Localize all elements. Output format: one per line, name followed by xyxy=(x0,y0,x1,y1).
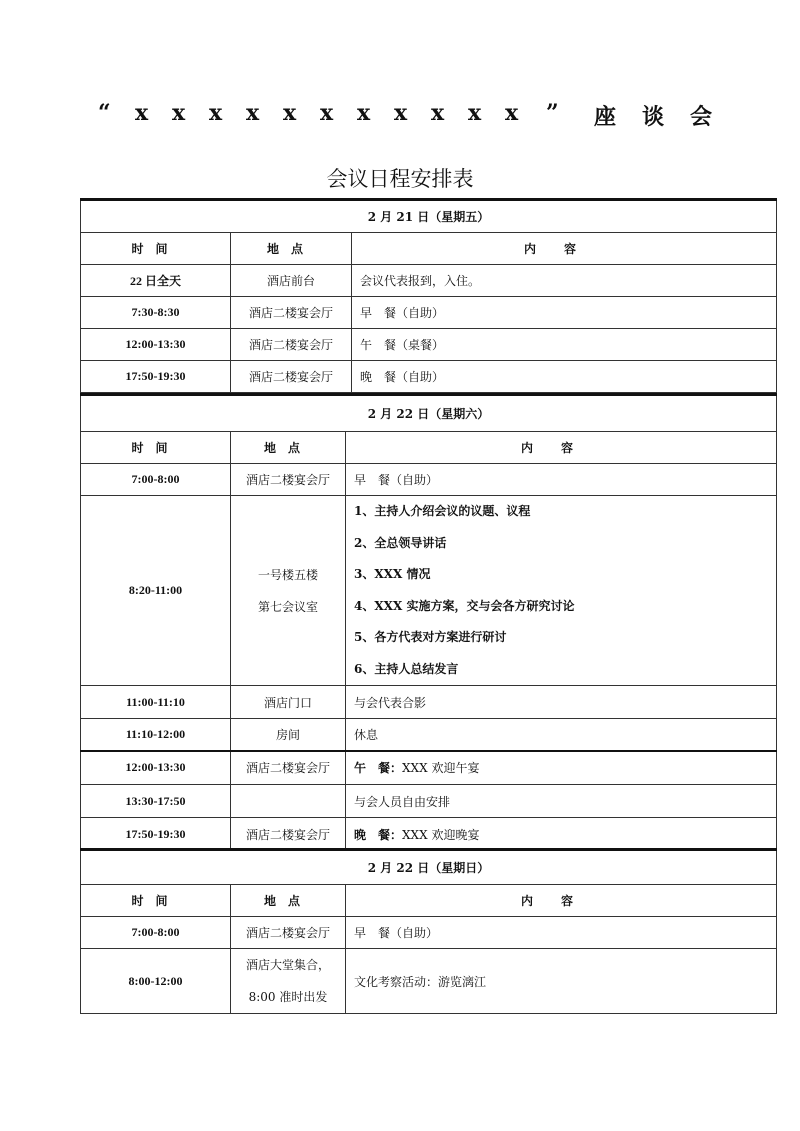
column-header-time: 时间 xyxy=(81,233,231,265)
title-x: x xyxy=(357,100,371,126)
schedule-day-2 xyxy=(80,393,777,851)
location-line: 8:00 准时出发 xyxy=(248,990,328,1004)
row-content: 午 餐（桌餐） xyxy=(352,329,777,361)
location-line: 酒店大堂集合， xyxy=(245,958,330,972)
row-content: 早 餐（自助） xyxy=(352,297,777,329)
row-content xyxy=(346,751,777,785)
row-content: 早 餐（自助） xyxy=(346,917,777,949)
title-x: x xyxy=(320,100,334,126)
table-row xyxy=(81,361,777,393)
row-time: 22 日全天 xyxy=(81,265,231,297)
row-location xyxy=(231,496,346,686)
row-time: 17:50-19:30 xyxy=(81,818,231,851)
day-date: 2 月 22 日（星期日） xyxy=(81,850,777,885)
title-x: x xyxy=(172,100,186,126)
table-row xyxy=(81,785,777,818)
meal-label: 晚 餐： xyxy=(354,827,403,842)
row-content: 与会人员自由安排 xyxy=(346,785,777,818)
table-row xyxy=(81,464,777,496)
row-content: 会议代表报到，入住。 xyxy=(352,265,777,297)
title-x: x xyxy=(431,100,445,126)
table-row xyxy=(81,686,777,719)
column-header-row xyxy=(81,432,777,464)
title-open-quote: “ xyxy=(98,100,111,126)
table-row xyxy=(81,949,777,1014)
row-location: 房间 xyxy=(231,719,346,751)
table-row xyxy=(81,297,777,329)
schedule-day-1 xyxy=(80,198,777,393)
table-row xyxy=(81,751,777,785)
table-row xyxy=(81,917,777,949)
title-x: x xyxy=(246,100,260,126)
day-date: 2 月 21 日（星期五） xyxy=(81,200,777,233)
column-header-content: 内容 xyxy=(346,432,777,464)
agenda-item: 4、XXX 实施方案，交与会各方研究讨论 xyxy=(354,598,575,613)
row-content: 文化考察活动：游览漓江 xyxy=(346,949,777,1014)
table-row xyxy=(81,329,777,361)
column-header-content: 内容 xyxy=(346,885,777,917)
title-x: x xyxy=(394,100,408,126)
row-content: 与会代表合影 xyxy=(346,686,777,719)
column-header-location: 地点 xyxy=(231,233,352,265)
row-content: 早 餐（自助） xyxy=(346,464,777,496)
column-header-time: 时间 xyxy=(81,432,231,464)
title-x: x xyxy=(505,100,519,126)
title-close-quote: ” xyxy=(546,100,559,126)
day-date: 2 月 22 日（星期六） xyxy=(81,395,777,432)
title-x: x xyxy=(468,100,482,126)
title-suffix-char: 谈 xyxy=(642,104,665,130)
row-location: 酒店门口 xyxy=(231,686,346,719)
row-time: 8:00-12:00 xyxy=(81,949,231,1014)
title-suffix-char: 座 xyxy=(594,104,617,130)
row-location: 酒店二楼宴会厅 xyxy=(231,751,346,785)
row-time: 12:00-13:30 xyxy=(81,329,231,361)
row-time: 11:10-12:00 xyxy=(81,719,231,751)
row-content: 晚 餐（自助） xyxy=(352,361,777,393)
document-title xyxy=(0,100,800,140)
agenda-list xyxy=(346,496,777,686)
row-location: 酒店前台 xyxy=(231,265,352,297)
column-header-location: 地点 xyxy=(231,885,346,917)
row-time: 7:00-8:00 xyxy=(81,464,231,496)
agenda-item: 1、主持人介绍会议的议题、议程 xyxy=(354,504,531,518)
day-header-row xyxy=(81,395,777,432)
row-time: 17:50-19:30 xyxy=(81,361,231,393)
agenda-item: 3、XXX 情况 xyxy=(354,567,431,581)
agenda-item: 5、各方代表对方案进行研讨 xyxy=(354,630,507,644)
row-location xyxy=(231,949,346,1014)
row-time: 11:00-11:10 xyxy=(81,686,231,719)
table-row xyxy=(81,719,777,751)
table-row xyxy=(81,818,777,851)
row-location xyxy=(231,785,346,818)
title-suffix-char: 会 xyxy=(690,104,713,130)
row-time: 13:30-17:50 xyxy=(81,785,231,818)
schedule-day-3 xyxy=(80,848,777,1014)
column-header-row xyxy=(81,885,777,917)
meal-detail: XXX 欢迎午宴 xyxy=(402,761,480,776)
location-line: 一号楼五楼 xyxy=(257,567,318,582)
row-location: 酒店二楼宴会厅 xyxy=(231,361,352,393)
agenda-item: 2、全总领导讲话 xyxy=(354,535,447,550)
meal-detail: XXX 欢迎晚宴 xyxy=(402,827,480,842)
row-location: 酒店二楼宴会厅 xyxy=(231,917,346,949)
row-time: 12:00-13:30 xyxy=(81,751,231,785)
row-content xyxy=(346,818,777,851)
title-x: x xyxy=(209,100,223,126)
column-header-content: 内容 xyxy=(352,233,777,265)
row-location: 酒店二楼宴会厅 xyxy=(231,464,346,496)
row-time: 7:00-8:00 xyxy=(81,917,231,949)
day-header-row xyxy=(81,200,777,233)
row-location: 酒店二楼宴会厅 xyxy=(231,329,352,361)
table-row xyxy=(81,265,777,297)
column-header-location: 地点 xyxy=(231,432,346,464)
row-time: 7:30-8:30 xyxy=(81,297,231,329)
agenda-item: 6、主持人总结发言 xyxy=(354,661,459,676)
page-subtitle: 会议日程安排表 xyxy=(326,167,474,191)
column-header-time: 时间 xyxy=(81,885,231,917)
column-header-row xyxy=(81,233,777,265)
row-location: 酒店二楼宴会厅 xyxy=(231,297,352,329)
meal-label: 午 餐： xyxy=(354,761,403,776)
table-row xyxy=(81,496,777,686)
location-line: 第七会议室 xyxy=(257,599,318,614)
row-content: 休息 xyxy=(346,719,777,751)
title-x: x xyxy=(135,100,149,126)
row-location: 酒店二楼宴会厅 xyxy=(231,818,346,851)
day-header-row xyxy=(81,850,777,885)
title-x: x xyxy=(283,100,297,126)
row-time: 8:20-11:00 xyxy=(81,496,231,686)
